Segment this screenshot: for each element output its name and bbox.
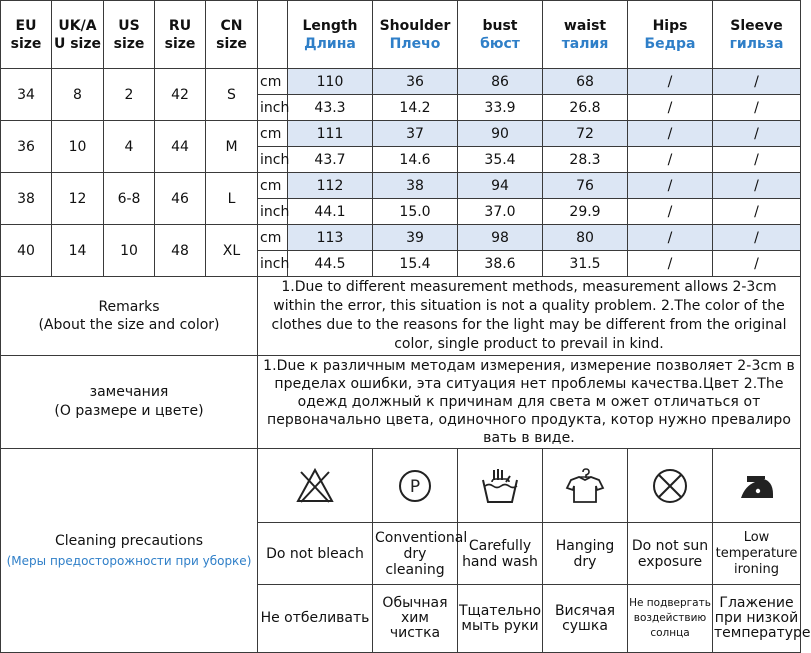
hanging-dry-icon — [563, 466, 607, 506]
header-ru-size: RU size — [155, 1, 206, 69]
care-label-cell — [1, 449, 258, 653]
shoulder-cm-cell: 37 — [373, 121, 458, 147]
eu-size-cell: 40 — [1, 225, 52, 277]
header-sleeve-en: Sleeve — [730, 17, 783, 34]
unit-inch-label: inch — [258, 147, 288, 173]
size-row-cm — [1, 173, 801, 199]
bust-cm-cell: 86 — [458, 69, 543, 95]
care-label-hand-wash-en: Carefully hand wash — [458, 523, 543, 585]
size-row-cm — [1, 69, 801, 95]
remarks-en-row — [1, 277, 801, 356]
ru-size-cell: 42 — [155, 69, 206, 121]
waist-inch-cell: 28.3 — [543, 147, 628, 173]
eu-size-cell: 38 — [1, 173, 52, 225]
hips-inch-cell: / — [628, 147, 713, 173]
no-bleach-icon — [295, 466, 335, 506]
waist-cm-cell: 76 — [543, 173, 628, 199]
dry-clean-icon — [395, 466, 435, 506]
no-sun-icon-cell — [628, 449, 713, 523]
shoulder-cm-cell: 38 — [373, 173, 458, 199]
ru-size-cell: 48 — [155, 225, 206, 277]
care-label-dry-clean-en: Conventional dry cleaning — [373, 523, 458, 585]
hips-inch-cell: / — [628, 251, 713, 277]
cn-size-cell: S — [206, 69, 258, 121]
uk-size-cell: 14 — [52, 225, 104, 277]
sleeve-cm-cell: / — [713, 121, 801, 147]
header-shoulder-ru: Плечо — [389, 35, 441, 52]
remarks-label-en-cell — [1, 277, 258, 356]
header-sleeve-ru: гильза — [729, 35, 784, 52]
unit-cm-label: cm — [258, 121, 288, 147]
hanging-dry-icon-cell — [543, 449, 628, 523]
cn-size-cell: XL — [206, 225, 258, 277]
unit-cm-label: cm — [258, 173, 288, 199]
length-cm-cell: 112 — [288, 173, 373, 199]
bust-cm-cell: 90 — [458, 121, 543, 147]
header-length — [288, 1, 373, 69]
shoulder-cm-cell: 36 — [373, 69, 458, 95]
header-uk-size: UK/A U size — [52, 1, 104, 69]
care-label-hanging-dry-en: Hanging dry — [543, 523, 628, 585]
shoulder-cm-cell: 39 — [373, 225, 458, 251]
uk-size-cell: 12 — [52, 173, 104, 225]
unit-inch-label: inch — [258, 199, 288, 225]
bust-inch-cell: 38.6 — [458, 251, 543, 277]
unit-inch-label: inch — [258, 251, 288, 277]
bust-inch-cell: 35.4 — [458, 147, 543, 173]
header-hips-en: Hips — [652, 17, 688, 34]
remarks-label-en: Remarks — [98, 299, 160, 315]
unit-cm-label: cm — [258, 225, 288, 251]
header-sleeve — [713, 1, 801, 69]
bust-cm-cell: 98 — [458, 225, 543, 251]
hips-inch-cell: / — [628, 95, 713, 121]
header-waist-en: waist — [563, 17, 607, 34]
care-label-no-sun-ru: Не подвергать воздействию солнца — [628, 585, 713, 653]
header-bust — [458, 1, 543, 69]
cn-size-cell: M — [206, 121, 258, 173]
length-cm-cell: 111 — [288, 121, 373, 147]
size-row-cm — [1, 225, 801, 251]
size-row-cm — [1, 121, 801, 147]
sleeve-inch-cell: / — [713, 147, 801, 173]
waist-inch-cell: 31.5 — [543, 251, 628, 277]
us-size-cell: 4 — [104, 121, 155, 173]
bust-inch-cell: 33.9 — [458, 95, 543, 121]
header-bust-ru: бюст — [480, 35, 520, 52]
remarks-label-ru: замечания — [89, 384, 169, 400]
header-waist-ru: талия — [561, 35, 609, 52]
header-length-en: Length — [302, 17, 358, 34]
care-label-hanging-dry-ru: Висячая сушка — [543, 585, 628, 653]
care-label-dry-clean-ru: Обычная хим чистка — [373, 585, 458, 653]
us-size-cell: 10 — [104, 225, 155, 277]
sleeve-cm-cell: / — [713, 225, 801, 251]
care-label-en: Cleaning precautions — [54, 532, 204, 549]
remarks-label-ru-cell — [1, 356, 258, 449]
length-inch-cell: 43.7 — [288, 147, 373, 173]
waist-inch-cell: 26.8 — [543, 95, 628, 121]
sleeve-cm-cell: / — [713, 69, 801, 95]
waist-cm-cell: 68 — [543, 69, 628, 95]
us-size-cell: 6-8 — [104, 173, 155, 225]
sleeve-inch-cell: / — [713, 251, 801, 277]
remarks-ru-row — [1, 356, 801, 449]
care-label-no-bleach-en: Do not bleach — [258, 523, 373, 585]
remarks-label-ru-sub: (О размере и цвете) — [54, 403, 204, 419]
hips-inch-cell: / — [628, 199, 713, 225]
care-label-ru: (Меры предосторожности при уборке) — [6, 553, 252, 568]
shoulder-inch-cell: 14.6 — [373, 147, 458, 173]
care-icons-row — [1, 449, 801, 523]
unit-cm-label: cm — [258, 69, 288, 95]
eu-size-cell: 34 — [1, 69, 52, 121]
shoulder-inch-cell: 15.4 — [373, 251, 458, 277]
us-size-cell: 2 — [104, 69, 155, 121]
header-unit-blank — [258, 1, 288, 69]
care-label-low-iron-en: Low temperature ironing — [713, 523, 801, 585]
length-cm-cell: 113 — [288, 225, 373, 251]
waist-cm-cell: 80 — [543, 225, 628, 251]
header-hips — [628, 1, 713, 69]
care-label-no-bleach-ru: Не отбеливать — [258, 585, 373, 653]
shoulder-inch-cell: 15.0 — [373, 199, 458, 225]
hips-cm-cell: / — [628, 121, 713, 147]
remarks-label-en-sub: (About the size and color) — [38, 317, 220, 333]
header-row — [1, 1, 801, 69]
hips-cm-cell: / — [628, 173, 713, 199]
ru-size-cell: 46 — [155, 173, 206, 225]
hand-wash-icon-cell — [458, 449, 543, 523]
care-label-hand-wash-ru: Тщательно мыть руки — [458, 585, 543, 653]
header-bust-en: bust — [482, 17, 518, 34]
length-inch-cell: 43.3 — [288, 95, 373, 121]
remarks-text-ru: 1.Due к различным методам измерения, измерение позволяет 2-3cm в пределах ошибки, эта ситуация нет проблемы качества.Цвет 2.The одежд должный к причинам для света м ожет отличаться от первоначально цвета, одиночного продукта, котор нужно превалиро вать в виде. — [258, 356, 801, 449]
hand-wash-icon — [478, 466, 522, 506]
unit-inch-label: inch — [258, 95, 288, 121]
shoulder-inch-cell: 14.2 — [373, 95, 458, 121]
header-length-ru: Длина — [304, 35, 356, 52]
eu-size-cell: 36 — [1, 121, 52, 173]
length-cm-cell: 110 — [288, 69, 373, 95]
header-shoulder — [373, 1, 458, 69]
header-us-size: US size — [104, 1, 155, 69]
care-label-no-sun-en: Do not sun exposure — [628, 523, 713, 585]
care-label-low-iron-ru: Глажение при низкой температуре — [713, 585, 801, 653]
cn-size-cell: L — [206, 173, 258, 225]
sleeve-cm-cell: / — [713, 173, 801, 199]
sleeve-inch-cell: / — [713, 199, 801, 225]
bust-cm-cell: 94 — [458, 173, 543, 199]
bust-inch-cell: 37.0 — [458, 199, 543, 225]
waist-cm-cell: 72 — [543, 121, 628, 147]
low-iron-icon — [735, 466, 779, 506]
svg-text:P: P — [409, 476, 421, 497]
header-eu-size: EU size — [1, 1, 52, 69]
header-cn-size: CN size — [206, 1, 258, 69]
hips-cm-cell: / — [628, 69, 713, 95]
uk-size-cell: 8 — [52, 69, 104, 121]
uk-size-cell: 10 — [52, 121, 104, 173]
header-shoulder-en: Shoulder — [379, 17, 451, 34]
waist-inch-cell: 29.9 — [543, 199, 628, 225]
hips-cm-cell: / — [628, 225, 713, 251]
length-inch-cell: 44.1 — [288, 199, 373, 225]
low-iron-icon-cell — [713, 449, 801, 523]
header-hips-ru: Бедра — [644, 35, 696, 52]
remarks-text-en: 1.Due to different measurement methods, measurement allows 2-3cm within the error, this situation is not a quality problem. 2.The color of the clothes due to the reasons for the light may be different from the original color, single product to prevail in kind. — [258, 277, 801, 356]
no-sun-icon — [650, 466, 690, 506]
ru-size-cell: 44 — [155, 121, 206, 173]
length-inch-cell: 44.5 — [288, 251, 373, 277]
sleeve-inch-cell: / — [713, 95, 801, 121]
header-waist — [543, 1, 628, 69]
no-bleach-icon-cell — [258, 449, 373, 523]
dry-clean-icon-cell — [373, 449, 458, 523]
